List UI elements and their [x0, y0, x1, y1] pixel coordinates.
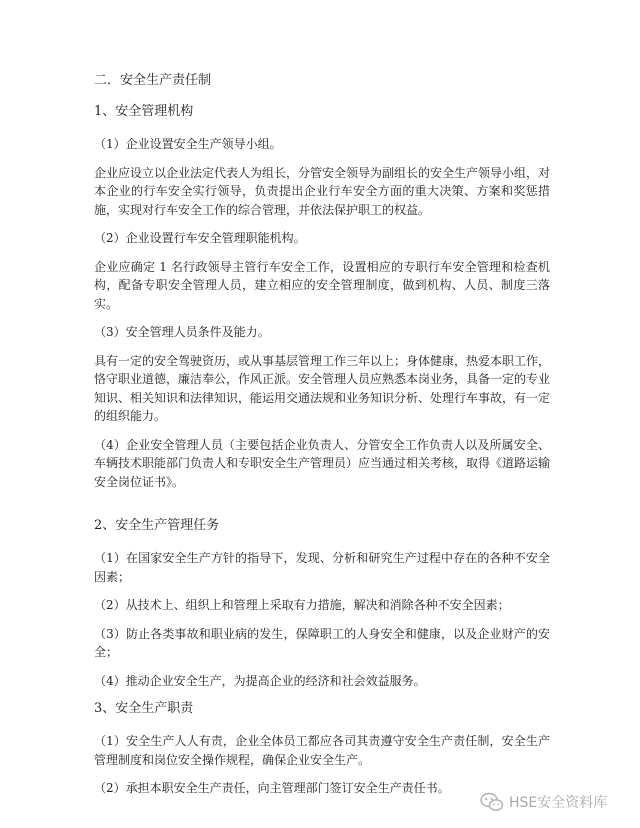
document-content	[94, 72, 550, 808]
watermark-text: HSE安全资料库	[509, 795, 608, 811]
paragraph: （1）在国家安全生产方针的指导下，发现、分析和研究生产过程中存在的各种不安全因素；	[94, 551, 550, 584]
paragraph: 企业应设立以企业法定代表人为组长，分管安全领导为副组长的安全生产领导小组，对本企业的行车安全实行领导，负责提出企业行车安全方面的重大决策、方案和奖惩措施，实现对行车安全工作的综合管理，并依法保护职工的权益。	[94, 165, 551, 217]
paragraph: （3）防止各类事故和职业病的发生，保障职工的人身安全和健康，以及企业财产的安全；	[94, 626, 550, 659]
subsection-title-1: 1、安全管理机构	[94, 104, 194, 119]
paragraph: （1）企业设置安全生产领导小组。	[94, 137, 282, 151]
paragraph: 企业应确定 1 名行政领导主管行车安全工作，设置相应的专职行车安全管理和检查机构，配备专职安全管理人员，建立相应的安全管理制度，做到机构、人员、制度三落实。	[94, 259, 550, 311]
subsection-title-3: 3、安全生产职责	[94, 701, 194, 716]
section-title: 二．安全生产责任制	[94, 73, 212, 88]
paragraph: （2）企业设置行车安全管理职能机构。	[94, 231, 306, 245]
paragraph: （2）承担本职安全生产责任，向主管理部门签订安全生产责任书。	[94, 781, 450, 795]
paragraph: （4）推动企业安全生产，为提高企业的经济和社会效益服务。	[94, 673, 426, 688]
paragraph: （4）企业安全管理人员（主要包括企业负责人、分管安全工作负责人以及所属安全、车辆技术职能部门负责人和专职安全生产管理员）应当通过相关考核，取得《道路运输安全岗位证书》。	[94, 437, 551, 489]
paragraph: （3）安全管理人员条件及能力。	[94, 325, 270, 339]
paragraph: 具有一定的安全驾驶资历，或从事基层管理工作三年以上；身体健康，热爱本职工作，恪守职业道德，廉洁奉公，作风正派。安全管理人员应熟悉本岗业务，具备一定的专业知识、相关知识和法律知识，能运用交通法规和业务知识分析、处理行车事故，有一定的组织能力。	[94, 353, 551, 423]
paragraph: （2）从技术上、组织上和管理上采取有力措施，解决和消除各种不安全因素；	[94, 598, 510, 612]
watermark	[480, 791, 607, 813]
wechat-icon	[480, 792, 504, 812]
subsection-title-2: 2、安全生产管理任务	[94, 518, 220, 533]
paragraph: （1）安全生产人人有责，企业全体员工都应各司其责遵守安全生产责任制，安全生产管理制度和岗位安全操作规程，确保企业安全生产。	[94, 734, 550, 767]
